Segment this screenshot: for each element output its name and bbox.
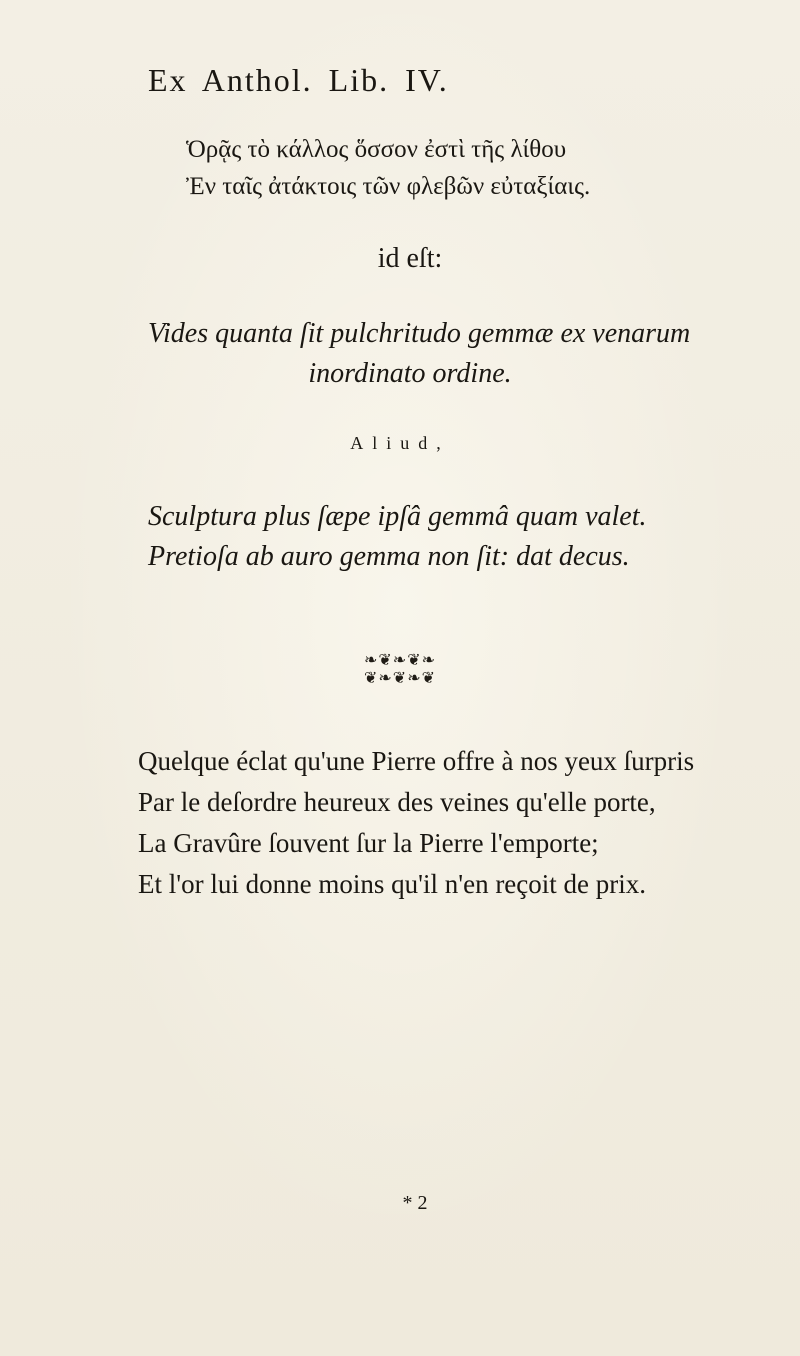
ornament-row-bottom: ❦❧❦❧❦	[363, 670, 437, 687]
id-est-label: id eſt:	[377, 243, 443, 274]
french-verse-line-4: Et l'or lui donne moins qu'il n'en reçoit de prix.	[138, 869, 647, 899]
latin-translation-line-2: inordinato ordine.	[308, 358, 512, 389]
page-title: Ex Anthol. Lib. IV.	[148, 62, 449, 98]
greek-verse-line-1: Ὁρᾷς τὸ κάλλος ὅσσον ἐστὶ τῆς λίθου	[186, 136, 567, 163]
greek-verse-line-2: Ἐν ταῖς ἀτάκτοις τῶν φλεβῶν εὐταξίαις.	[186, 173, 591, 200]
aliud-heading: Aliud,	[350, 433, 450, 453]
latin-alt-line-2: Pretioſa ab auro gemma non ſit: dat decus.	[148, 541, 630, 572]
latin-alt-line-1: Sculptura plus ſæpe ipſâ gemmâ quam valet.	[148, 501, 647, 532]
latin-translation-line-1: Vides quanta ſit pulchritudo gemmæ ex venarum	[148, 318, 691, 349]
floral-ornament	[0, 652, 800, 688]
signature-mark: * 2	[402, 1192, 428, 1214]
french-verse-line-1: Quelque éclat qu'une Pierre offre à nos yeux ſurpris	[138, 746, 695, 776]
french-verse-line-3: La Gravûre ſouvent ſur la Pierre l'emporte;	[138, 828, 599, 858]
french-verse-line-2: Par le deſordre heureux des veines qu'elle porte,	[138, 787, 656, 817]
ornament-row-top: ❧❦❧❦❧	[363, 652, 437, 669]
